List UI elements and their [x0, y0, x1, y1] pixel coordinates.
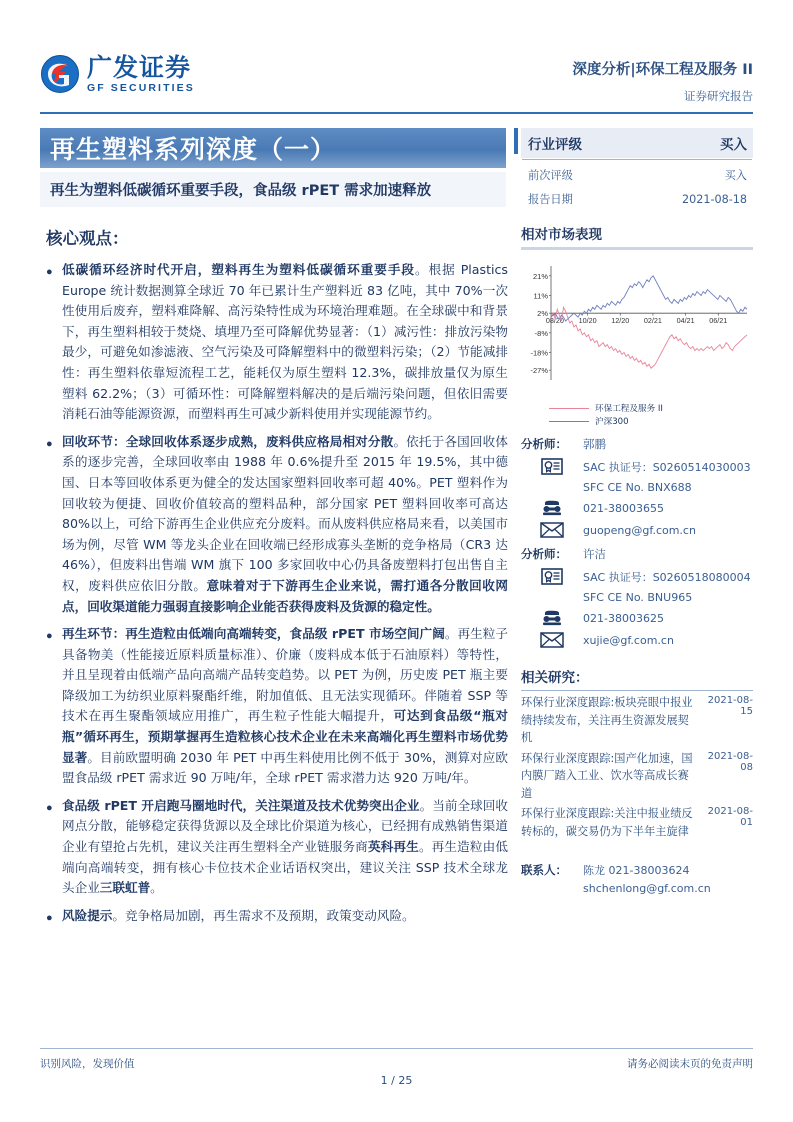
- analyst-email[interactable]: guopeng@gf.com.cn: [583, 523, 696, 537]
- footer-slogan: 识别风险，发现价值: [40, 1058, 135, 1070]
- bullet-lead: 回收环节：全球回收体系逐步成熟，废料供应格局相对分散: [62, 433, 394, 449]
- contact-label: 联系人：: [521, 863, 567, 877]
- analyst-phone[interactable]: 021-38003625: [583, 611, 664, 625]
- stock-mention-yingke: 英科再生: [367, 839, 419, 855]
- report-doctype: 证券研究报告: [684, 89, 753, 103]
- certificate-icon: [521, 568, 583, 585]
- analyst-label: 分析师：: [521, 547, 567, 561]
- bullet-body: 。依托于各国回收体系的逐步完善，全球回收率由 1988 年 0.6%提升至 2015 年 19.5%，其中德国、日本等回收体系更为健全的发达国家塑料回收率可超 40%。PET 塑料作为回收较为便捷、回收价值较高的塑料品种，部分国家 PET 塑料回收率可高达 80%以上，可给下游再生企业供应充分废料。而从废料供应格局来看，以美国市场为例，尽管 WM 等龙头企业在回收端已经形成寡头垄断的竞争格局（CR3 达 46%），但废料出售端 WM 旗下 100 多家回收中心仍具备废塑料打包出售自主权，废料供应依旧分散。: [62, 433, 509, 593]
- core-views-heading: 核心观点：: [46, 229, 129, 248]
- chart-svg: [521, 258, 753, 408]
- related-research-date: 2021-08-08: [707, 750, 753, 773]
- report-date-label: 报告日期: [521, 186, 628, 210]
- bullet-body: 。当前全球回收网点分散，能够稳定获得货源以及全球比价渠道为核心，已经拥有成熟销售渠道企业有望抢占先机，建议关注再生塑料全产业链服务商: [62, 797, 509, 855]
- analyst-sac-row: [521, 458, 753, 475]
- contact-person-row: [521, 862, 753, 878]
- report-subtitle-bar: [40, 172, 506, 207]
- rating-table: [521, 128, 753, 209]
- analyst-phone-row: [521, 610, 753, 626]
- section-divider: [521, 690, 753, 691]
- analyst-sac-number: SAC 执证号：S0260514030003: [583, 460, 751, 474]
- svg-text:11%: 11%: [533, 291, 548, 301]
- list-item: [46, 260, 508, 425]
- svg-text:02/21: 02/21: [643, 316, 662, 326]
- legend-label-series-a: 环保工程及服务 II: [595, 404, 663, 414]
- svg-text:-27%: -27%: [530, 366, 548, 376]
- analyst-block-1: [521, 436, 753, 538]
- related-research-heading: 相关研究：: [521, 670, 589, 686]
- report-category: 深度分析|环保工程及服务 II: [572, 62, 753, 78]
- sidebar: [521, 128, 753, 895]
- svg-text:10/20: 10/20: [578, 316, 597, 326]
- table-row: [521, 128, 753, 158]
- analyst-sfc-number: SFC CE No. BNU965: [583, 591, 693, 604]
- legend-swatch-series-a: [549, 408, 589, 409]
- bullet-tail: 。目前欧盟明确 2030 年 PET 中再生料使用比例不低于 30%，测算对应欧盟食品级 rPET 需求近 90 万吨/年，全球 rPET 需求潜力达 920 万吨/年。: [62, 749, 508, 786]
- svg-text:04/21: 04/21: [676, 316, 695, 326]
- list-item: [46, 432, 508, 617]
- contact-name-phone: 陈龙 021-38003624: [583, 864, 690, 877]
- bullet-icon: ●: [46, 266, 53, 278]
- list-item: [46, 796, 508, 899]
- analyst-name-row: [521, 436, 753, 452]
- bullet-tail-bold: 意味着对于下游再生企业来说，需打通各分散回收网点，回收渠道能力强弱直接影响企业能否获得废料及货源的稳定性。: [62, 577, 509, 614]
- chart-legend: [549, 401, 753, 427]
- legend-swatch-series-b: [549, 421, 589, 422]
- section-divider: [521, 247, 753, 250]
- envelope-icon: [521, 632, 583, 648]
- bullet-icon: ●: [46, 911, 53, 924]
- footer-disclaimer: 请务必阅读末页的免责声明: [627, 1058, 753, 1070]
- contact-spacer: [521, 882, 583, 895]
- svg-text:2%: 2%: [537, 309, 548, 319]
- brand-logo: [40, 54, 195, 94]
- page-title: 再生塑料系列深度（一）: [50, 135, 337, 164]
- page-number: 1 / 25: [380, 1074, 413, 1087]
- analyst-email[interactable]: xujie@gf.com.cn: [583, 633, 674, 647]
- bullet-paragraph: [62, 624, 508, 789]
- report-date-value: 2021-08-18: [628, 186, 753, 210]
- bullet-body-3: 。: [150, 880, 163, 896]
- header-meta: [572, 58, 753, 104]
- risk-warning-body: 。竞争格局加剧，再生需求不及预期，政策变动风险。: [112, 907, 415, 923]
- report-title-bar: [40, 128, 506, 168]
- analyst-phone-row: [521, 500, 753, 516]
- svg-text:08/20: 08/20: [545, 316, 564, 326]
- bullet-mid-bold: 可达到食品级“瓶对瓶”循环再生，预期掌握再生造粒核心技术企业在未来高端化再生塑料市场优势显著: [62, 708, 509, 765]
- legend-label-series-b: 沪深300: [595, 417, 629, 427]
- list-item: [46, 906, 508, 928]
- phone-icon: [521, 610, 583, 626]
- analyst-name-row: [521, 546, 753, 562]
- contact-email[interactable]: shchenlong@gf.com.cn: [583, 882, 711, 895]
- bullet-lead: 低碳循环经济时代开启，塑料再生为塑料低碳循环重要手段: [62, 262, 415, 277]
- svg-text:21%: 21%: [532, 271, 548, 281]
- bullet-lead: 食品级 rPET 开启跑马圈地时代，关注渠道及技术优势突出企业: [62, 797, 420, 813]
- analyst-sac-number: SAC 执证号：S0260518080004: [583, 570, 751, 584]
- certificate-icon: [521, 458, 583, 475]
- page-header: [40, 52, 753, 114]
- bullet-icon: ●: [46, 801, 53, 814]
- analyst-name: 郭鹏: [583, 437, 606, 451]
- analyst-email-row: [521, 522, 753, 538]
- list-item[interactable]: [521, 750, 753, 803]
- prev-rating-value: 买入: [628, 162, 753, 186]
- bullet-paragraph: [62, 260, 508, 425]
- analyst-label: 分析师：: [521, 437, 567, 451]
- footer-divider: [40, 1048, 753, 1049]
- status-badge: 买入: [628, 128, 753, 158]
- market-performance-heading: 相对市场表现: [521, 227, 602, 243]
- rating-label: 行业评级: [521, 128, 628, 158]
- related-research-title[interactable]: 环保行业深度跟踪:板块亮眼中报业绩持续发布，关注再生资源发展契机: [521, 696, 693, 744]
- risk-warning-lead: 风险提示: [62, 907, 113, 923]
- bullet-body-2: 。再生造粒由低端向高端转变，拥有核心卡位技术企业话语权突出，建议关注 SSP 技术全球龙头企业: [62, 839, 509, 896]
- logo-text-cn: 广发证券: [87, 52, 192, 82]
- page-subtitle: 再生为塑料低碳循环重要手段，食品级 rPET 需求加速释放: [50, 183, 432, 199]
- svg-text:-8%: -8%: [534, 328, 548, 338]
- legend-item: [549, 402, 753, 414]
- analyst-sfc-row: [521, 481, 753, 494]
- svg-text:12/20: 12/20: [611, 316, 630, 326]
- main-content: [46, 225, 508, 935]
- svg-text:06/21: 06/21: [709, 316, 728, 326]
- envelope-icon: [521, 522, 583, 538]
- prev-rating-label: 前次评级: [521, 162, 628, 186]
- related-research-date: 2021-08-01: [707, 806, 753, 828]
- analyst-block-2: [521, 546, 753, 648]
- analyst-sfc-row: [521, 591, 753, 604]
- related-research-date: 2021-08-15: [707, 695, 753, 717]
- table-row: [521, 186, 753, 210]
- bullet-paragraph: [62, 432, 508, 617]
- legend-item: [549, 415, 753, 427]
- bullet-body: 。再生粒子具备物美（性能接近原料质量标准）、价廉（废料成本低于石油原料）等特性，并且呈现着由低端产品向高端产品转变趋势。以 PET 为例，历史废 PET 瓶主要降级加工为纺织业原料聚酯纤维，附加值低、且无法实现循环。伴随着 SSP 等技术在再生聚酯领域应用推广，再生粒子性能大幅提升，: [62, 626, 509, 724]
- bullet-icon: ●: [46, 437, 53, 450]
- phone-icon: [521, 500, 583, 516]
- list-item[interactable]: [521, 694, 753, 747]
- bullet-paragraph: [62, 796, 508, 899]
- contact-email-row: [521, 882, 753, 895]
- table-row: [521, 162, 753, 186]
- list-item[interactable]: [521, 805, 753, 840]
- analyst-name: 许洁: [583, 547, 606, 561]
- rating-accent-bar: [514, 128, 518, 154]
- related-research-title[interactable]: 环保行业深度跟踪:国产化加速，国内膜厂踏入工业、饮水等高成长赛道: [521, 751, 693, 800]
- analyst-sac-row: [521, 568, 753, 585]
- gf-logo-icon: [40, 54, 80, 94]
- bullet-paragraph: [62, 906, 508, 928]
- bullet-body: 。根据 Plastics Europe 统计数据测算全球近 70 年已累计生产塑料近 83 亿吨，其中 70%一次性使用后废弃，塑料难降解、高污染特性成为环境治理难题。在全球碳中和背景下，再生塑料相较于焚烧、填埋乃至可降解优势显著：（1）减污性：排放污染物最少，可避免如渗滤液、空气污染及可降解塑料中的微塑料污染；（2）节能减排性：再生塑料依靠短流程工艺，能耗仅为原生塑料 12.3%，碳排放量仅为原生塑料 62.2%；（3）可循环性：可降解塑料解决的是后端污染问题，但依旧需要消耗石油等能源资源，而塑料再生可减少新料使用并实现能源节约。: [62, 262, 508, 422]
- analyst-phone[interactable]: 021-38003655: [583, 501, 664, 515]
- logo-text-en: GF SECURITIES: [87, 81, 195, 94]
- stock-mention-sanlian: 三联虹普: [99, 880, 151, 896]
- header-divider: [40, 112, 753, 114]
- svg-text:-18%: -18%: [530, 348, 548, 358]
- bullet-lead: 再生环节：再生造粒由低端向高端转变，食品级 rPET 市场空间广阔: [62, 626, 445, 642]
- analyst-email-row: [521, 632, 753, 648]
- bullet-icon: ●: [46, 630, 53, 643]
- relative-market-performance-chart: [521, 258, 753, 428]
- related-research-title[interactable]: 环保行业深度跟踪:关注中报业绩反转标的，碳交易仍为下半年主旋律: [521, 807, 693, 838]
- list-item: [46, 624, 508, 789]
- analyst-sfc-number: SFC CE No. BNX688: [583, 481, 692, 494]
